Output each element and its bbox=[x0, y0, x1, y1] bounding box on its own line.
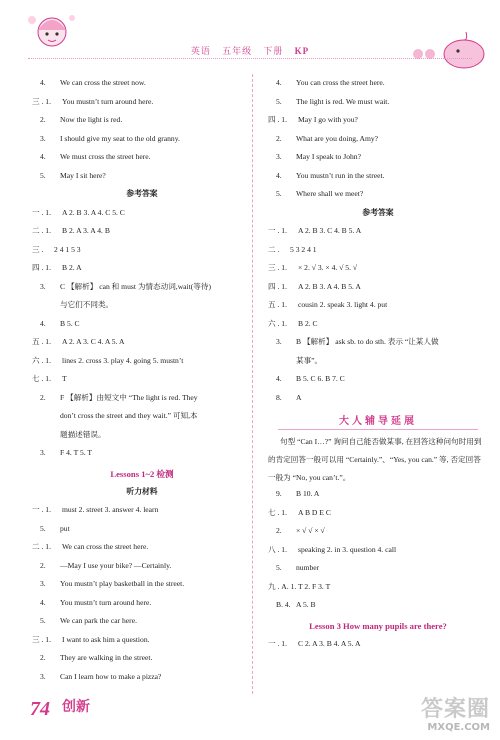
item-text: B 5. C 6. B 7. C bbox=[296, 374, 345, 383]
lesson-title: Lessons 1~2 检测 bbox=[110, 468, 174, 479]
text-line bbox=[268, 393, 488, 412]
text-line bbox=[268, 115, 488, 134]
whale-illustration-icon bbox=[410, 24, 490, 74]
header-grade: 五年级 bbox=[222, 46, 253, 56]
item-number: 5. bbox=[276, 189, 282, 198]
item-text: —May I use your bike? —Certainly. bbox=[60, 560, 172, 570]
text-line bbox=[32, 152, 252, 171]
item-number: 2. bbox=[276, 526, 282, 535]
item-text: F 4. T 5. T bbox=[60, 448, 93, 457]
left-column bbox=[32, 78, 252, 690]
item-number: B. 4. bbox=[276, 600, 291, 609]
item-text: A B D E C bbox=[298, 507, 331, 517]
text-line bbox=[32, 245, 252, 264]
text-line bbox=[32, 319, 252, 338]
answers-heading: 参考答案 bbox=[362, 207, 394, 217]
item-text: We can cross the street now. bbox=[60, 78, 146, 87]
item-text: We can cross the street here. bbox=[62, 542, 149, 551]
item-number: 一 . 1. bbox=[268, 226, 287, 235]
header-divider bbox=[28, 58, 472, 59]
text-line bbox=[268, 639, 488, 658]
extension-title: 大人辅导延展 bbox=[268, 411, 488, 433]
item-text: May I speak to John? bbox=[296, 152, 361, 161]
text-line bbox=[268, 563, 488, 582]
text-line bbox=[268, 319, 488, 338]
text-line bbox=[32, 97, 252, 116]
item-number: 三 . 1. bbox=[268, 263, 287, 272]
item-number: 5. bbox=[40, 170, 46, 180]
item-number: 四 . 1. bbox=[32, 263, 51, 272]
item-text: A 2. B 3. A 4. B 5. A bbox=[298, 281, 361, 291]
item-number: 四 . 1. bbox=[268, 281, 287, 291]
item-text: cousin 2. speak 3. light 4. put bbox=[298, 300, 388, 309]
item-text: B 5. C bbox=[60, 318, 80, 328]
text-line bbox=[32, 263, 252, 282]
item-text: I should give my seat to the old granny. bbox=[60, 133, 180, 143]
text-line bbox=[32, 78, 252, 97]
text-line bbox=[32, 579, 252, 598]
item-text: number bbox=[296, 563, 320, 572]
item-number: 一 . 1. bbox=[32, 207, 51, 217]
item-text: We can park the car here. bbox=[60, 616, 137, 625]
item-number: 4. bbox=[276, 170, 282, 180]
item-number: 九 . A. 1. bbox=[268, 581, 297, 591]
text-line bbox=[268, 526, 488, 545]
item-text: B 【解析】 ask sb. to do sth. 表示 “让某人做 bbox=[296, 337, 439, 346]
item-number: 5. bbox=[40, 523, 46, 533]
item-number: 3. bbox=[40, 448, 46, 457]
item-text: 2 4 1 5 3 bbox=[54, 244, 81, 254]
item-text: A 2. B 3. C 4. B 5. A bbox=[298, 226, 362, 235]
item-text: A 2. B 3. A 4. C 5. C bbox=[62, 207, 125, 217]
item-number: 三 . 1. bbox=[32, 96, 51, 106]
item-text: A bbox=[296, 392, 302, 402]
text-line bbox=[32, 505, 252, 524]
text-line bbox=[32, 134, 252, 153]
item-number: 一 . 1. bbox=[32, 505, 51, 514]
text-line bbox=[32, 393, 252, 412]
item-text: lines 2. cross 3. play 4. going 5. mustn’t bbox=[62, 355, 184, 365]
text-line bbox=[32, 208, 252, 227]
text-line bbox=[268, 134, 488, 153]
item-text: I want to ask him a question. bbox=[62, 634, 150, 644]
item-number: 4. bbox=[276, 374, 282, 383]
page-header bbox=[0, 0, 500, 70]
item-text: B 2. C bbox=[298, 318, 318, 328]
item-number: 3. bbox=[276, 152, 282, 161]
item-number: 六 . 1. bbox=[268, 318, 287, 328]
item-text: What are you doing, Amy? bbox=[296, 133, 379, 143]
text-line bbox=[268, 97, 488, 116]
right-column bbox=[268, 78, 488, 657]
item-number: 2. bbox=[40, 560, 46, 570]
item-text: 与它们不同类。 bbox=[60, 300, 114, 309]
item-text: must 2. street 3. answer 4. learn bbox=[62, 505, 159, 514]
column-divider bbox=[252, 74, 253, 694]
item-number: 8. bbox=[276, 392, 282, 402]
item-number: 2. bbox=[40, 653, 46, 662]
item-number: 3. bbox=[40, 671, 46, 681]
item-text: Can I learn how to make a pizza? bbox=[60, 671, 162, 681]
item-text: You mustn’t turn around here. bbox=[60, 597, 152, 607]
text-line bbox=[32, 374, 252, 393]
girl-illustration-icon bbox=[22, 6, 82, 66]
text-line bbox=[32, 672, 252, 691]
item-number: 3. bbox=[40, 133, 46, 143]
item-text: B 10. A bbox=[296, 489, 320, 498]
item-text: A 2. A 3. C 4. A 5. A bbox=[62, 337, 125, 346]
watermark-url: MXQE.COM bbox=[427, 722, 490, 733]
text-line bbox=[32, 653, 252, 672]
item-number: 二 . bbox=[268, 244, 280, 254]
item-text: You mustn’t run in the street. bbox=[296, 170, 385, 180]
item-text: May I sit here? bbox=[60, 170, 106, 180]
item-number: 9. bbox=[276, 489, 282, 498]
text-line bbox=[32, 430, 252, 449]
text-line bbox=[32, 524, 252, 543]
text-line bbox=[32, 115, 252, 134]
brand-logo-text: 创新 bbox=[62, 699, 90, 715]
item-text: × 2. √ 3. × 4. √ 5. √ bbox=[298, 263, 358, 272]
lesson-title: Lesson 3 How many pupils are there? bbox=[309, 620, 447, 631]
header-volume: 下册 bbox=[263, 46, 284, 56]
text-line bbox=[32, 226, 252, 245]
item-text: You mustn’t turn around here. bbox=[62, 96, 154, 106]
item-text: Where shall we meet? bbox=[296, 189, 364, 198]
item-number: 3. bbox=[40, 281, 46, 291]
item-text: We must cross the street here. bbox=[60, 152, 151, 161]
item-number: 五 . 1. bbox=[268, 300, 287, 309]
item-text: T bbox=[62, 374, 67, 383]
item-number: 五 . 1. bbox=[32, 337, 51, 346]
item-text: Now the light is red. bbox=[60, 115, 123, 124]
text-line bbox=[268, 189, 488, 208]
text-line bbox=[32, 300, 252, 319]
item-text: May I go with you? bbox=[298, 115, 358, 124]
item-text: You can cross the street here. bbox=[296, 78, 385, 87]
item-number: 二 . 1. bbox=[32, 226, 51, 235]
text-line bbox=[268, 600, 488, 619]
item-text: 某事”。 bbox=[296, 355, 323, 365]
page-number: 74 bbox=[30, 698, 50, 720]
item-text: 5 3 2 4 1 bbox=[290, 244, 317, 254]
item-number: 5. bbox=[276, 96, 282, 106]
item-text: 题描述错误。 bbox=[60, 429, 106, 439]
item-number: 2. bbox=[40, 115, 46, 124]
item-number: 一 . 1. bbox=[268, 638, 287, 648]
extension-body: 句型 “Can I…?” 询问自己能否做某事, 在回答这种问句时用到的肯定回答一般可以用 “Certainly.”、“Yes, you can.” 等, 否定回答一般为 “No, you can’t.”。 bbox=[268, 437, 482, 482]
watermark-logo: 答案圈 bbox=[420, 697, 490, 722]
text-line bbox=[268, 263, 488, 282]
item-text: don’t cross the street and they wait.” 可知,本 bbox=[60, 411, 198, 420]
text-line bbox=[268, 582, 488, 601]
item-text: C 【解析】 can 和 must 为情态动词,wait(等待) bbox=[60, 281, 212, 291]
text-line bbox=[32, 542, 252, 561]
text-line bbox=[268, 508, 488, 527]
item-number: 六 . 1. bbox=[32, 355, 51, 365]
answers-heading: 参考答案 bbox=[126, 189, 158, 198]
text-line bbox=[268, 489, 488, 508]
item-number: 3. bbox=[40, 579, 46, 588]
text-line bbox=[32, 337, 252, 356]
text-line bbox=[268, 226, 488, 245]
item-number: 4. bbox=[40, 597, 46, 607]
item-number: 二 . 1. bbox=[32, 542, 51, 551]
item-text: speaking 2. in 3. question 4. call bbox=[298, 544, 397, 554]
item-number: 4. bbox=[40, 152, 46, 161]
listening-heading: 听力材料 bbox=[126, 486, 158, 496]
item-number: 4. bbox=[40, 78, 46, 87]
item-number: 三 . 1. bbox=[32, 634, 51, 644]
text-line bbox=[268, 337, 488, 356]
item-text: F 【解析】由短文中 “The light is red. They bbox=[60, 392, 198, 402]
text-line bbox=[268, 282, 488, 301]
item-text: T 2. F 3. T bbox=[298, 581, 331, 591]
text-line bbox=[32, 448, 252, 467]
text-line bbox=[32, 356, 252, 375]
item-number: 七 . 1. bbox=[32, 374, 51, 383]
text-line bbox=[268, 356, 488, 375]
item-number: 七 . 1. bbox=[268, 507, 287, 517]
item-number: 八 . 1. bbox=[268, 544, 287, 554]
item-number: 四 . 1. bbox=[268, 115, 287, 124]
item-number: 5. bbox=[40, 616, 46, 625]
text-line bbox=[32, 635, 252, 654]
text-line bbox=[32, 561, 252, 580]
header-edition: KP bbox=[294, 46, 310, 56]
text-line bbox=[268, 545, 488, 564]
item-text: put bbox=[60, 523, 70, 533]
text-line bbox=[32, 616, 252, 635]
item-number: 5. bbox=[276, 563, 282, 572]
brand-logo bbox=[62, 696, 106, 722]
text-line bbox=[268, 300, 488, 319]
item-text: They are walking in the street. bbox=[60, 653, 153, 662]
item-number: 三 . bbox=[32, 244, 44, 254]
item-text: B 2. A bbox=[62, 263, 82, 272]
item-number: 3. bbox=[276, 337, 282, 346]
text-line bbox=[32, 598, 252, 617]
item-number: 2. bbox=[276, 133, 282, 143]
header-subject: 英语 bbox=[190, 46, 211, 56]
text-line bbox=[268, 171, 488, 190]
item-number: 4. bbox=[276, 78, 282, 87]
text-line bbox=[268, 374, 488, 393]
item-text: The light is red. We must wait. bbox=[296, 96, 390, 106]
text-line bbox=[32, 411, 252, 430]
text-line bbox=[32, 282, 252, 301]
item-text: A 5. B bbox=[296, 600, 316, 609]
item-number: 4. bbox=[40, 318, 46, 328]
item-text: × √ √ × √ bbox=[296, 526, 325, 535]
item-number: 2. bbox=[40, 392, 46, 402]
item-text: C 2. A 3. B 4. A 5. A bbox=[298, 638, 361, 648]
item-text: You mustn’t play basketball in the street. bbox=[60, 579, 185, 588]
text-line bbox=[268, 152, 488, 171]
text-line bbox=[32, 171, 252, 190]
text-line bbox=[268, 245, 488, 264]
text-line bbox=[268, 78, 488, 97]
item-text: B 2. A 3. A 4. B bbox=[62, 226, 110, 235]
